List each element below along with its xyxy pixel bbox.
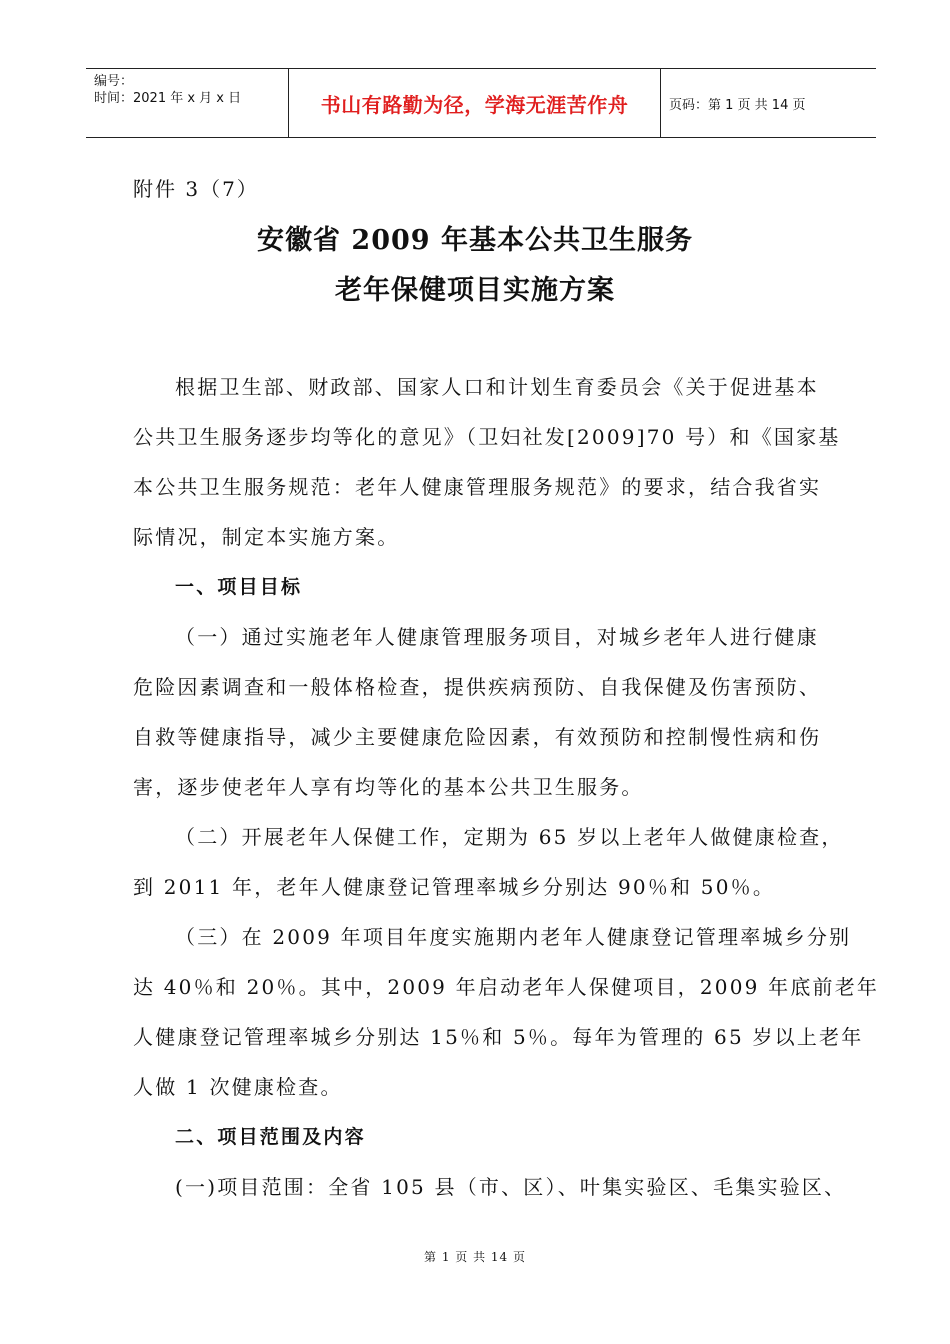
header-motto: 书山有路勤为径，学海无涯苦作舟 xyxy=(289,69,661,137)
paragraph-line: 人做 1 次健康检查。 xyxy=(133,1075,343,1099)
paragraph-line: 自救等健康指导，减少主要健康危险因素，有效预防和控制慢性病和伤 xyxy=(133,725,822,749)
paragraph-line: 根据卫生部、财政部、国家人口和计划生育委员会《关于促进基本 xyxy=(175,375,819,399)
paragraph-line: 际情况，制定本实施方案。 xyxy=(133,525,400,549)
document-title-line1: 安徽省 2009 年基本公共卫生服务 xyxy=(257,225,693,256)
paragraph-line: 危险因素调查和一般体格检查，提供疾病预防、自我保健及伤害预防、 xyxy=(133,675,822,699)
header-page-info: 页码：第 1 页 共 14 页 xyxy=(669,97,806,113)
header-table xyxy=(86,68,876,138)
paragraph-line: （二）开展老年人保健工作，定期为 65 岁以上老年人做健康检查， xyxy=(175,825,844,849)
attachment-label: 附件 3（7） xyxy=(133,177,259,201)
header-meta xyxy=(86,69,289,137)
paragraph-line: 公共卫生服务逐步均等化的意见》（卫妇社发[2009]70 号）和《国家基 xyxy=(133,425,841,449)
section-heading: 一、项目目标 xyxy=(175,576,303,598)
paragraph-line: 人健康登记管理率城乡分别达 15％和 5％。每年为管理的 65 岁以上老年 xyxy=(133,1025,864,1049)
paragraph-line: （三）在 2009 年项目年度实施期内老年人健康登记管理率城乡分别 xyxy=(175,925,852,949)
paragraph-line: 到 2011 年，老年人健康登记管理率城乡分别达 90％和 50％。 xyxy=(133,875,776,899)
section-heading: 二、项目范围及内容 xyxy=(175,1126,366,1148)
number-label: 编号： xyxy=(94,74,134,89)
time-label: 时间：2021 年 x 月 x 日 xyxy=(94,91,242,106)
paragraph-line: （一）通过实施老年人健康管理服务项目，对城乡老年人进行健康 xyxy=(175,625,819,649)
paragraph-line: 害，逐步使老年人享有均等化的基本公共卫生服务。 xyxy=(133,775,644,799)
paragraph-line: 本公共卫生服务规范：老年人健康管理服务规范》的要求，结合我省实 xyxy=(133,475,822,499)
document-title-line2: 老年保健项目实施方案 xyxy=(335,275,615,306)
page-footer: 第 1 页 共 14 页 xyxy=(424,1250,526,1264)
paragraph-line: 达 40％和 20％。其中，2009 年启动老年人保健项目，2009 年底前老年 xyxy=(133,975,880,999)
paragraph-line: (一)项目范围：全省 105 县（市、区）、叶集实验区、毛集实验区、 xyxy=(175,1175,847,1199)
